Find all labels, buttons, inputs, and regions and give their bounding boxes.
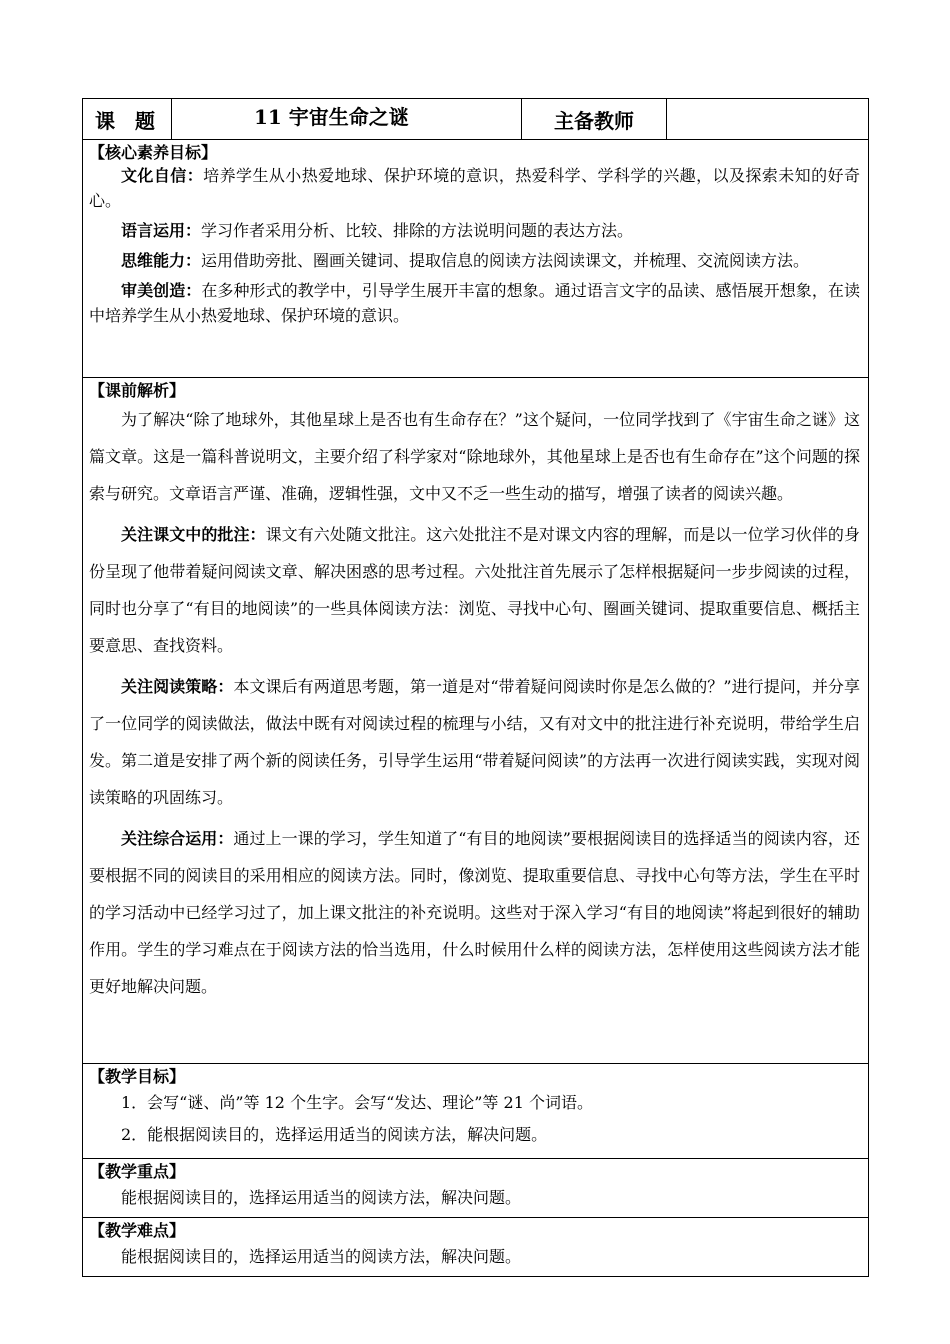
core-item-key: 思维能力： [121,251,202,270]
analysis-item [89,820,860,1005]
objectives-section [83,1064,869,1159]
difficulties-section [83,1218,869,1277]
core-item-text: 学习作者采用分析、比较、排除的方法说明问题的表达方法。 [201,221,634,240]
difficulties-text: 能根据阅读目的，选择运用适当的阅读方法，解决问题。 [121,1247,522,1266]
header-row [83,99,869,140]
lesson-plan-table [82,98,869,1277]
core-item-key: 审美创造： [121,281,202,300]
analysis-item-key: 关注阅读策略： [121,677,234,696]
core-item [89,218,860,243]
analysis-section [83,378,869,1064]
analysis-section-row [83,378,869,1064]
keypoints-section [83,1159,869,1218]
objectives-heading: 【教学目标】 [89,1067,186,1086]
analysis-item-text: 通过上一课的学习，学生知道了“有目的地阅读”要根据阅读目的选择适当的阅读内容，还要根据不同的阅读目的采用相应的阅读方法。同时，像浏览、提取重要信息、寻找中心句等方法，学生在平时的学习活动中已经学习过了，加上课文批注的补充说明。这些对于深入学习“有目的地阅读”将起到很好的辅助作用。学生的学习难点在于阅读方法的恰当选用，什么时候用什么样的阅读方法，怎样使用这些阅读方法才能更好地解决问题。 [89,829,860,996]
teacher-label: 主备教师 [522,99,667,140]
core-item-text: 在多种形式的教学中，引导学生展开丰富的想象。通过语言文字的品读、感悟展开想象，在读中培养学生从小热爱地球、保护环境的意识。 [89,281,860,325]
analysis-intro: 为了解决“除了地球外，其他星球上是否也有生命存在？”这个疑问，一位同学找到了《宇宙生命之谜》这篇文章。这是一篇科普说明文，主要介绍了科学家对“除地球外，其他星球上是否也有生命存在”这个问题的探索与研究。文章语言严谨、准确，逻辑性强，文中又不乏一些生动的描写，增强了读者的阅读兴趣。 [89,410,860,503]
core-item-key: 文化自信： [121,166,204,185]
difficulties-heading: 【教学难点】 [89,1221,186,1240]
analysis-item [89,516,860,664]
core-item [89,248,860,273]
difficulties-section-row [83,1218,869,1277]
analysis-item-text: 本文课后有两道思考题，第一道是对“带着疑问阅读时你是怎么做的？”进行提问，并分享了一位同学的阅读做法，做法中既有对阅读过程的梳理与小结，又有对文中的批注进行补充说明，带给学生启发。第二道是安排了两个新的阅读任务，引导学生运用“带着疑问阅读”的方法再一次进行阅读实践，实现对阅读策略的巩固练习。 [89,677,860,807]
objective-item: 2．能根据阅读目的，选择运用适当的阅读方法，解决问题。 [121,1125,548,1144]
objective-item: 1．会写“谜、尚”等 12 个生字。会写“发达、理论”等 21 个词语。 [121,1093,593,1112]
core-item [89,163,860,213]
objectives-section-row [83,1064,869,1159]
teacher-value [667,99,869,140]
analysis-item [89,668,860,816]
core-section [83,140,869,378]
analysis-heading: 【课前解析】 [89,381,186,400]
lesson-title: 11 宇宙生命之谜 [172,99,522,140]
topic-label: 课 题 [83,99,172,140]
analysis-item-key: 关注课文中的批注： [121,525,266,544]
core-item [89,278,860,328]
core-item-text: 运用借助旁批、圈画关键词、提取信息的阅读方法阅读课文，并梳理、交流阅读方法。 [201,251,810,270]
lesson-plan-sheet [82,98,870,1277]
core-item-text: 培养学生从小热爱地球、保护环境的意识，热爱科学、学科学的兴趣，以及探索未知的好奇心。 [89,166,860,210]
analysis-item-key: 关注综合运用： [121,829,234,848]
keypoints-heading: 【教学重点】 [89,1162,186,1181]
core-item-key: 语言运用： [121,221,202,240]
keypoints-text: 能根据阅读目的，选择运用适当的阅读方法，解决问题。 [121,1188,522,1207]
keypoints-section-row [83,1159,869,1218]
core-heading: 【核心素养目标】 [89,143,218,162]
analysis-item-text: 课文有六处随文批注。这六处批注不是对课文内容的理解，而是以一位学习伙伴的身份呈现了他带着疑问阅读文章、解决困惑的思考过程。六处批注首先展示了怎样根据疑问一步步阅读的过程，同时也分享了“有目的地阅读”的一些具体阅读方法：浏览、寻找中心句、圈画关键词、提取重要信息、概括主要意思、查找资料。 [89,525,860,655]
core-section-row [83,140,869,378]
